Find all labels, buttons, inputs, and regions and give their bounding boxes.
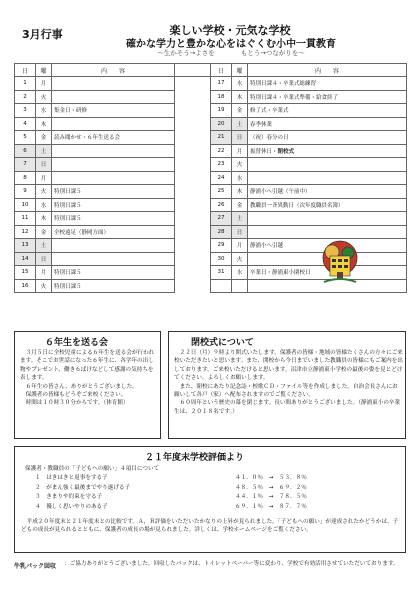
column-gap [175,117,211,131]
calendar-row [15,198,407,212]
calendar-weekday-left: 月 [36,77,52,91]
event-text: （祝）春分の日 [250,135,289,142]
calendar-day-right: 21 [211,131,232,145]
calendar-row [15,117,407,131]
calendar-weekday-right: 土 [232,117,248,131]
header-day-right: 日 [211,64,232,77]
calendar-day-left: 7 [15,158,36,172]
header-weekday-left: 曜 [36,64,52,77]
calendar-event-left [52,212,175,226]
column-gap [175,171,211,185]
header-day-left: 日 [15,64,36,77]
calendar-event-right [248,158,407,172]
calendar-event-left [52,252,175,266]
column-gap [175,225,211,239]
calendar-weekday-right: 金 [232,198,248,212]
event-text: 特別日課４・卒業式総練習 [250,81,317,88]
calendar-row [15,144,407,158]
evaluation-item-label: １ はきはきと返事をする子 [35,475,108,481]
send-off-title: ６年生を送る会 [45,338,109,348]
calendar-event-right [248,144,407,158]
evaluation-item-label: ２ がまん強く最後までやり遂げる子 [35,484,131,491]
calendar-event-left [52,279,175,293]
evaluation-item-value: ４８．５％ → ６９．２％ [235,484,307,491]
calendar-day-left: 12 [15,225,36,239]
evaluation-title: ２１年度末学校評価より [145,453,245,463]
header-event-right: 内 容 [248,64,407,77]
calendar-event-left [52,225,175,239]
header-weekday-right: 曜 [232,64,248,77]
calendar-event-left [52,158,175,172]
calendar-weekday-right: 月 [232,239,248,253]
event-text: 卒業日・静浦東小閉校日 [250,270,311,277]
calendar-row [15,185,407,199]
calendar-weekday-right: 日 [232,131,248,145]
column-gap [175,64,211,77]
calendar-row [15,104,407,118]
calendar-weekday-left: 金 [36,225,52,239]
calendar-event-left [52,90,175,104]
calendar-day-left: 1 [15,77,36,91]
calendar-event-right [248,104,407,118]
calendar-event-right [248,198,407,212]
milk-pack-label: 牛乳パック回収 [14,563,57,570]
calendar-weekday-left: 日 [36,252,52,266]
school-tree-illustration [320,240,360,284]
evaluation-item-value: ４１．０％ → ５３．８％ [235,475,307,481]
event-text: 特別日課５ [54,202,82,209]
column-gap [175,252,211,266]
column-gap [175,198,211,212]
calendar-day-left: 9 [15,185,36,199]
closing-ceremony-section [168,331,406,439]
calendar-weekday-left: 木 [36,117,52,131]
column-gap [175,266,211,280]
evaluation-item-label: ３ きまりや約束を守る子 [35,494,103,500]
closing-ceremony-body: ２２日（月）９時より開式いたします。保護者の皆様・地域の皆様たくさんの方々にご来校いただきたいと思います。また、開校から今日までいました教職員の皆様にもご案内を出しております。ご来校いただけると思います。沼津市立静浦東小学校の最後の姿を見とどけてください。よろしくお願いします。 また、閉校にあたり記念誌・校歌ＣＤ・ファイル等を作成しました。自治会長さんにお願いして各戸（家）へ配布されますのでご覧ください。 ６０周年という歴史の幕を閉じます。長い間ありがとうございました。（静浦東小の卒業生は、２０１８名です。） [174,350,403,415]
calendar-row [15,212,407,226]
calendar-event-right [248,185,407,199]
event-text: 特別日課４・卒業式準備・給食終了 [250,94,339,101]
column-gap [175,90,211,104]
calendar-weekday-right: 土 [232,212,248,226]
calendar-weekday-left: 木 [36,212,52,226]
calendar-day-right: 22 [211,144,232,158]
calendar-weekday-left: 日 [36,158,52,172]
calendar-day-right [211,279,232,293]
calendar-day-right: 28 [211,225,232,239]
calendar-event-left [52,144,175,158]
event-text: 集金日・研修 [54,108,88,115]
calendar-event-left [52,104,175,118]
calendar-day-left: 14 [15,252,36,266]
calendar-day-left: 2 [15,90,36,104]
column-gap [175,77,211,91]
column-gap [175,131,211,145]
calendar-weekday-left: 火 [36,90,52,104]
event-text: 全校遠足（静岡方面） [54,229,110,236]
calendar-day-right: 31 [211,266,232,280]
calendar-day-right: 25 [211,185,232,199]
calendar-weekday-right: 木 [232,185,248,199]
calendar-event-left [52,77,175,91]
calendar-weekday-right: 水 [232,171,248,185]
calendar-day-left: 6 [15,144,36,158]
calendar-weekday-right: 月 [232,144,248,158]
event-text: 修了式・卒業式 [250,108,289,115]
event-text: 静浦小へ引越 [250,243,284,250]
calendar-row [15,158,407,172]
calendar-header-row [15,64,407,77]
newsletter-title: 楽しい学校・元気な学校 [169,24,291,37]
column-gap [175,239,211,253]
column-gap [175,185,211,199]
event-highlight: 閉校式 [277,148,295,155]
calendar-day-right: 29 [211,239,232,253]
calendar-weekday-left: 水 [36,104,52,118]
calendar-weekday-left: 火 [36,185,52,199]
closing-ceremony-title: 閉校式について [191,338,254,348]
send-off-body: ３月５日に全校児童による６年生を送る会が行われます。そこでお世話になった６年生に、各学年の出し物やプレゼント、働き６ばけなどして感謝の気持ちを表します。 ６年生の皆さん、ありがとうございました。 保護者の皆様もどうぞご来校ください。 時間は１０時３０分からです。（体育館） [20,350,155,407]
event-text: 特別日課５ [54,189,82,196]
evaluation-item-value: ６９．１％ → ８７．７％ [235,503,307,510]
calendar-event-right [248,212,407,226]
calendar-weekday-left: 土 [36,239,52,253]
calendar-row [15,90,407,104]
header-event-left: 内 容 [52,64,175,77]
column-gap [175,144,211,158]
calendar-event-right [248,131,407,145]
event-text: 静浦小へ引越（午前中） [250,189,311,196]
calendar-event-right [248,225,407,239]
evaluation-item-label: ４ 優しく思いやりのある子 [35,503,108,510]
calendar-event-right [248,90,407,104]
calendar-day-right: 30 [211,252,232,266]
column-gap [175,104,211,118]
calendar-row [15,171,407,185]
event-text: 特別日課５ [54,216,82,223]
event-text: 春季休業 [250,121,273,128]
newsletter-subtitle: 確かな学力と豊かな心をはぐくむ小中一貫教育 [126,39,336,50]
calendar-weekday-right [232,279,248,293]
calendar-event-right [248,171,407,185]
calendar-weekday-left: 土 [36,144,52,158]
calendar-day-right: 24 [211,171,232,185]
calendar-event-left [52,185,175,199]
school-evaluation-section [14,446,406,553]
column-gap [175,212,211,226]
calendar-day-left: 10 [15,198,36,212]
calendar-weekday-right: 金 [232,104,248,118]
calendar-event-right [248,77,407,91]
calendar-day-left: 16 [15,279,36,293]
event-text: 読み聞かせ・６年生送る会 [54,135,121,142]
calendar-day-right: 26 [211,198,232,212]
evaluation-intro: 保護者・教職員の「子どもへの願い」４項目について [25,466,160,472]
calendar-event-left [52,131,175,145]
calendar-day-right: 27 [211,212,232,226]
calendar-day-left: 15 [15,266,36,280]
column-gap [175,279,211,293]
calendar-day-right: 20 [211,117,232,131]
month-label: 3月行事 [22,28,63,41]
calendar-weekday-left: 月 [36,266,52,280]
calendar-day-left: 4 [15,117,36,131]
calendar-day-right: 18 [211,90,232,104]
calendar-weekday-right: 火 [232,158,248,172]
column-gap [175,158,211,172]
calendar-day-left: 13 [15,239,36,253]
calendar-day-left: 8 [15,171,36,185]
calendar-weekday-right: 日 [232,225,248,239]
event-text: 特別日課５ [54,270,82,277]
calendar-weekday-left: 金 [36,131,52,145]
calendar-event-left [52,117,175,131]
event-text: 振替休日・ [250,148,278,155]
newsletter-motto: ～生かそう→よさを もとう→つながりを～ [157,49,305,57]
evaluation-item-value: ４４．１％ → ７８．５％ [235,494,307,500]
calendar-day-left: 3 [15,104,36,118]
calendar-row [15,225,407,239]
calendar-weekday-left: 水 [36,198,52,212]
calendar-day-left: 5 [15,131,36,145]
calendar-row [15,77,407,91]
calendar-weekday-right: 火 [232,252,248,266]
calendar-event-left [52,171,175,185]
calendar-day-right: 23 [211,158,232,172]
evaluation-note: 平成２０年度末と２１年度末との比較です。Ａ，Ｂ評価をいただいたかなりの上昇が見られました。「子どもへの願い」が達成されたかどうかは、子どもの成長が見られるとともに、保護者の成長の場が見られました。詳しくは、学校ホームページをご覧ください。 [21,519,399,534]
event-text: 教職員一斉異動日（次年度職員名簿） [250,202,344,209]
calendar-event-left [52,198,175,212]
calendar-weekday-left: 月 [36,171,52,185]
calendar-day-left: 11 [15,212,36,226]
calendar-weekday-right: 水 [232,266,248,280]
calendar-row [15,131,407,145]
calendar-day-right: 17 [211,77,232,91]
event-text: 特別日課５ [54,283,82,290]
calendar-event-left [52,266,175,280]
milk-pack-text: ：ご協力ありがとうございました。回収したパックは、トイレットペーパー等に変わり、学校で有効活用させていただいております。 [64,561,399,567]
calendar-weekday-right: 水 [232,77,248,91]
calendar-day-right: 19 [211,104,232,118]
calendar-event-right [248,117,407,131]
calendar-weekday-left: 火 [36,279,52,293]
calendar-event-left [52,239,175,253]
send-off-section [14,331,161,439]
calendar-weekday-right: 木 [232,90,248,104]
